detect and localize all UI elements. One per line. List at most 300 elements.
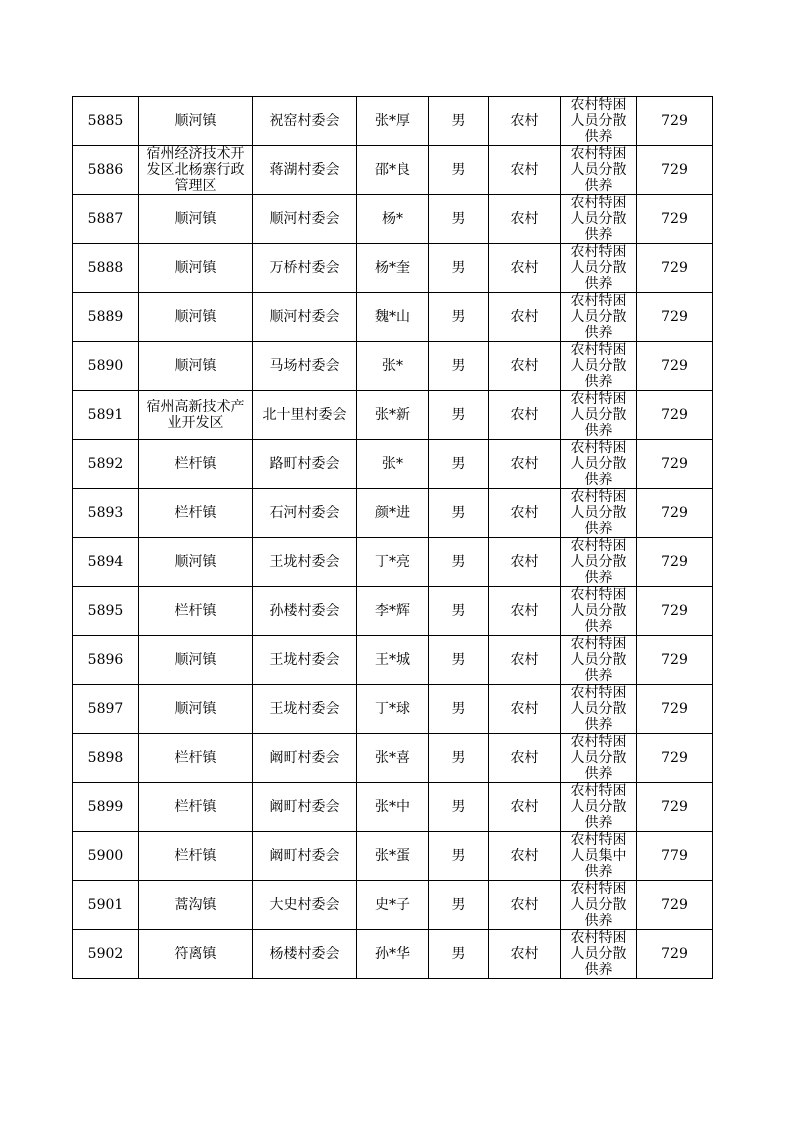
village-committee-cell (253, 636, 357, 685)
gender-cell (429, 685, 489, 734)
person-name-text: 张* (382, 456, 403, 472)
village-committee-cell (253, 342, 357, 391)
amount-cell (637, 881, 713, 930)
village-committee-text: 王垅村委会 (269, 701, 340, 717)
town-text: 蒿沟镇 (174, 897, 217, 913)
gender-text: 男 (451, 848, 466, 864)
table-row (73, 195, 713, 244)
record-id-cell (73, 293, 139, 342)
support-type-cell (561, 342, 637, 391)
village-committee-text: 王垅村委会 (269, 554, 340, 570)
table-row (73, 97, 713, 146)
gender-cell (429, 881, 489, 930)
residence-type-cell (489, 832, 561, 881)
person-name-cell (357, 636, 429, 685)
residence-type-text: 农村 (510, 750, 539, 766)
residence-type-cell (489, 146, 561, 195)
amount-cell (637, 930, 713, 979)
village-committee-text: 杨楼村委会 (269, 946, 340, 962)
amount-text: 729 (661, 946, 688, 962)
table-row (73, 930, 713, 979)
residence-type-cell (489, 685, 561, 734)
table-row (73, 881, 713, 930)
record-id-text: 5886 (87, 162, 124, 178)
village-committee-text: 马场村委会 (269, 358, 340, 374)
residence-type-cell (489, 293, 561, 342)
record-id-text: 5887 (87, 211, 124, 227)
town-cell (139, 832, 253, 881)
village-committee-cell (253, 783, 357, 832)
person-name-cell (357, 734, 429, 783)
gender-text: 男 (451, 946, 466, 962)
amount-text: 779 (661, 848, 688, 864)
amount-cell (637, 783, 713, 832)
village-committee-text: 阚町村委会 (269, 799, 340, 815)
person-name-text: 王*城 (375, 652, 410, 668)
village-committee-text: 大史村委会 (269, 897, 340, 913)
town-cell (139, 489, 253, 538)
record-id-cell (73, 636, 139, 685)
person-name-cell (357, 587, 429, 636)
person-name-cell (357, 440, 429, 489)
support-type-cell (561, 734, 637, 783)
person-name-cell (357, 97, 429, 146)
record-id-text: 5901 (87, 897, 124, 913)
gender-text: 男 (451, 407, 466, 423)
village-committee-text: 路町村委会 (269, 456, 340, 472)
amount-cell (637, 489, 713, 538)
residence-type-cell (489, 489, 561, 538)
village-committee-text: 阚町村委会 (269, 848, 340, 864)
amount-cell (637, 685, 713, 734)
person-name-cell (357, 832, 429, 881)
support-type-cell (561, 636, 637, 685)
village-committee-text: 王垅村委会 (269, 652, 340, 668)
support-type-cell (561, 930, 637, 979)
record-id-cell (73, 195, 139, 244)
support-type-text: 农村特困人员分散供养 (570, 930, 627, 978)
village-committee-cell (253, 195, 357, 244)
person-name-text: 孙*华 (375, 946, 410, 962)
record-id-text: 5885 (87, 113, 124, 129)
village-committee-text: 顺河村委会 (269, 211, 340, 227)
town-cell (139, 391, 253, 440)
record-id-cell (73, 881, 139, 930)
support-type-text: 农村特困人员分散供养 (570, 293, 627, 341)
person-name-cell (357, 195, 429, 244)
record-id-cell (73, 440, 139, 489)
amount-text: 729 (661, 162, 688, 178)
record-id-cell (73, 832, 139, 881)
person-name-cell (357, 538, 429, 587)
village-committee-text: 阚町村委会 (269, 750, 340, 766)
gender-cell (429, 587, 489, 636)
amount-text: 729 (661, 505, 688, 521)
person-name-text: 杨* (382, 211, 403, 227)
support-type-text: 农村特困人员分散供养 (570, 538, 627, 586)
town-cell (139, 244, 253, 293)
village-committee-text: 蒋湖村委会 (269, 162, 340, 178)
town-cell (139, 783, 253, 832)
support-type-cell (561, 489, 637, 538)
town-cell (139, 97, 253, 146)
residence-type-cell (489, 881, 561, 930)
table-row (73, 832, 713, 881)
support-type-text: 农村特困人员分散供养 (570, 783, 627, 831)
village-committee-text: 祝窑村委会 (269, 113, 340, 129)
gender-text: 男 (451, 750, 466, 766)
village-committee-cell (253, 685, 357, 734)
support-type-text: 农村特困人员分散供养 (570, 685, 627, 733)
residence-type-cell (489, 440, 561, 489)
town-text: 栏杆镇 (174, 505, 217, 521)
village-committee-cell (253, 930, 357, 979)
gender-cell (429, 391, 489, 440)
amount-cell (637, 538, 713, 587)
record-id-cell (73, 146, 139, 195)
residence-type-cell (489, 342, 561, 391)
person-name-cell (357, 930, 429, 979)
record-id-text: 5891 (87, 407, 124, 423)
residence-type-cell (489, 97, 561, 146)
residence-type-text: 农村 (510, 897, 539, 913)
town-cell (139, 342, 253, 391)
gender-text: 男 (451, 456, 466, 472)
assistance-roster-table (72, 96, 713, 979)
gender-text: 男 (451, 211, 466, 227)
gender-cell (429, 293, 489, 342)
amount-text: 729 (661, 799, 688, 815)
support-type-text: 农村特困人员分散供养 (570, 195, 627, 243)
person-name-text: 魏*山 (375, 309, 410, 325)
amount-text: 729 (661, 407, 688, 423)
table-row (73, 391, 713, 440)
record-id-cell (73, 538, 139, 587)
record-id-cell (73, 587, 139, 636)
town-cell (139, 538, 253, 587)
town-text: 顺河镇 (174, 701, 217, 717)
support-type-cell (561, 97, 637, 146)
gender-cell (429, 930, 489, 979)
town-text: 宿州高新技术产业开发区 (146, 399, 245, 431)
record-id-text: 5894 (87, 554, 124, 570)
support-type-text: 农村特困人员分散供养 (570, 391, 627, 439)
town-text: 顺河镇 (174, 358, 217, 374)
person-name-cell (357, 391, 429, 440)
gender-text: 男 (451, 897, 466, 913)
record-id-text: 5892 (87, 456, 124, 472)
town-text: 顺河镇 (174, 652, 217, 668)
support-type-text: 农村特困人员集中供养 (570, 832, 627, 880)
person-name-text: 丁*球 (375, 701, 410, 717)
support-type-cell (561, 685, 637, 734)
person-name-cell (357, 881, 429, 930)
support-type-cell (561, 293, 637, 342)
support-type-text: 农村特困人员分散供养 (570, 587, 627, 635)
amount-text: 729 (661, 603, 688, 619)
record-id-cell (73, 489, 139, 538)
person-name-text: 史*子 (375, 897, 410, 913)
village-committee-text: 万桥村委会 (269, 260, 340, 276)
support-type-cell (561, 832, 637, 881)
table-row (73, 587, 713, 636)
village-committee-text: 北十里村委会 (262, 407, 347, 423)
record-id-cell (73, 342, 139, 391)
record-id-cell (73, 685, 139, 734)
residence-type-text: 农村 (510, 456, 539, 472)
record-id-text: 5890 (87, 358, 124, 374)
record-id-text: 5902 (87, 946, 124, 962)
table-row (73, 440, 713, 489)
support-type-cell (561, 440, 637, 489)
residence-type-text: 农村 (510, 358, 539, 374)
support-type-cell (561, 881, 637, 930)
town-cell (139, 636, 253, 685)
village-committee-text: 孙楼村委会 (269, 603, 340, 619)
roster-body (73, 97, 713, 979)
village-committee-cell (253, 489, 357, 538)
gender-cell (429, 440, 489, 489)
amount-cell (637, 636, 713, 685)
support-type-cell (561, 195, 637, 244)
person-name-cell (357, 293, 429, 342)
town-cell (139, 146, 253, 195)
amount-text: 729 (661, 897, 688, 913)
town-cell (139, 685, 253, 734)
gender-text: 男 (451, 260, 466, 276)
gender-text: 男 (451, 358, 466, 374)
residence-type-text: 农村 (510, 162, 539, 178)
amount-text: 729 (661, 652, 688, 668)
table-row (73, 636, 713, 685)
person-name-cell (357, 342, 429, 391)
support-type-text: 农村特困人员分散供养 (570, 881, 627, 929)
amount-cell (637, 587, 713, 636)
support-type-text: 农村特困人员分散供养 (570, 440, 627, 488)
village-committee-cell (253, 440, 357, 489)
amount-cell (637, 244, 713, 293)
residence-type-text: 农村 (510, 603, 539, 619)
amount-cell (637, 440, 713, 489)
residence-type-cell (489, 538, 561, 587)
town-text: 顺河镇 (174, 113, 217, 129)
village-committee-cell (253, 293, 357, 342)
person-name-text: 张*喜 (375, 750, 410, 766)
village-committee-cell (253, 832, 357, 881)
residence-type-cell (489, 930, 561, 979)
residence-type-text: 农村 (510, 848, 539, 864)
amount-cell (637, 146, 713, 195)
residence-type-text: 农村 (510, 652, 539, 668)
record-id-cell (73, 783, 139, 832)
village-committee-cell (253, 881, 357, 930)
person-name-cell (357, 489, 429, 538)
support-type-cell (561, 538, 637, 587)
person-name-cell (357, 685, 429, 734)
person-name-text: 李*辉 (375, 603, 410, 619)
person-name-text: 丁*亮 (375, 554, 410, 570)
record-id-cell (73, 734, 139, 783)
support-type-cell (561, 391, 637, 440)
residence-type-text: 农村 (510, 554, 539, 570)
record-id-cell (73, 97, 139, 146)
town-text: 顺河镇 (174, 260, 217, 276)
village-committee-cell (253, 538, 357, 587)
residence-type-text: 农村 (510, 260, 539, 276)
support-type-text: 农村特困人员分散供养 (570, 636, 627, 684)
record-id-text: 5898 (87, 750, 124, 766)
amount-cell (637, 734, 713, 783)
record-id-text: 5888 (87, 260, 124, 276)
gender-cell (429, 195, 489, 244)
gender-text: 男 (451, 162, 466, 178)
residence-type-text: 农村 (510, 701, 539, 717)
support-type-cell (561, 244, 637, 293)
gender-cell (429, 489, 489, 538)
support-type-cell (561, 783, 637, 832)
residence-type-cell (489, 195, 561, 244)
town-text: 栏杆镇 (174, 848, 217, 864)
person-name-text: 张*厚 (375, 113, 410, 129)
village-committee-cell (253, 244, 357, 293)
record-id-text: 5893 (87, 505, 124, 521)
table-row (73, 342, 713, 391)
amount-text: 729 (661, 113, 688, 129)
town-text: 栏杆镇 (174, 456, 217, 472)
town-text: 栏杆镇 (174, 603, 217, 619)
amount-text: 729 (661, 260, 688, 276)
person-name-text: 张*中 (375, 799, 410, 815)
record-id-text: 5900 (87, 848, 124, 864)
person-name-text: 张*蛋 (375, 848, 410, 864)
amount-text: 729 (661, 554, 688, 570)
town-text: 顺河镇 (174, 211, 217, 227)
person-name-cell (357, 783, 429, 832)
residence-type-cell (489, 783, 561, 832)
town-cell (139, 734, 253, 783)
person-name-text: 邵*良 (375, 162, 410, 178)
amount-cell (637, 832, 713, 881)
town-text: 宿州经济技术开发区北杨寨行政管理区 (146, 146, 245, 194)
gender-text: 男 (451, 505, 466, 521)
table-row (73, 244, 713, 293)
gender-cell (429, 146, 489, 195)
residence-type-cell (489, 734, 561, 783)
amount-text: 729 (661, 309, 688, 325)
gender-cell (429, 832, 489, 881)
town-text: 顺河镇 (174, 309, 217, 325)
person-name-text: 张* (382, 358, 403, 374)
record-id-text: 5899 (87, 799, 124, 815)
table-row (73, 293, 713, 342)
support-type-text: 农村特困人员分散供养 (570, 97, 627, 145)
residence-type-cell (489, 636, 561, 685)
amount-text: 729 (661, 701, 688, 717)
amount-text: 729 (661, 358, 688, 374)
town-text: 栏杆镇 (174, 799, 217, 815)
gender-cell (429, 783, 489, 832)
town-cell (139, 440, 253, 489)
gender-cell (429, 538, 489, 587)
town-text: 符离镇 (174, 946, 217, 962)
amount-cell (637, 195, 713, 244)
record-id-text: 5897 (87, 701, 124, 717)
gender-text: 男 (451, 603, 466, 619)
amount-text: 729 (661, 211, 688, 227)
town-text: 顺河镇 (174, 554, 217, 570)
gender-text: 男 (451, 799, 466, 815)
gender-cell (429, 244, 489, 293)
person-name-text: 张*新 (375, 407, 410, 423)
record-id-cell (73, 930, 139, 979)
table-row (73, 783, 713, 832)
town-cell (139, 195, 253, 244)
amount-text: 729 (661, 750, 688, 766)
village-committee-cell (253, 146, 357, 195)
residence-type-text: 农村 (510, 407, 539, 423)
table-row (73, 685, 713, 734)
record-id-text: 5895 (87, 603, 124, 619)
gender-cell (429, 734, 489, 783)
person-name-cell (357, 146, 429, 195)
gender-cell (429, 97, 489, 146)
gender-text: 男 (451, 554, 466, 570)
town-cell (139, 881, 253, 930)
support-type-cell (561, 146, 637, 195)
support-type-text: 农村特困人员分散供养 (570, 146, 627, 194)
support-type-text: 农村特困人员分散供养 (570, 342, 627, 390)
amount-cell (637, 97, 713, 146)
table-row (73, 146, 713, 195)
support-type-cell (561, 587, 637, 636)
town-text: 栏杆镇 (174, 750, 217, 766)
record-id-text: 5889 (87, 309, 124, 325)
residence-type-cell (489, 587, 561, 636)
village-committee-text: 顺河村委会 (269, 309, 340, 325)
gender-text: 男 (451, 309, 466, 325)
amount-cell (637, 293, 713, 342)
residence-type-text: 农村 (510, 309, 539, 325)
person-name-text: 颜*进 (375, 505, 410, 521)
residence-type-cell (489, 244, 561, 293)
village-committee-cell (253, 587, 357, 636)
residence-type-text: 农村 (510, 113, 539, 129)
village-committee-cell (253, 97, 357, 146)
record-id-text: 5896 (87, 652, 124, 668)
amount-cell (637, 342, 713, 391)
person-name-cell (357, 244, 429, 293)
record-id-cell (73, 244, 139, 293)
village-committee-cell (253, 734, 357, 783)
gender-text: 男 (451, 701, 466, 717)
village-committee-text: 石河村委会 (269, 505, 340, 521)
support-type-text: 农村特困人员分散供养 (570, 489, 627, 537)
gender-text: 男 (451, 113, 466, 129)
support-type-text: 农村特困人员分散供养 (570, 734, 627, 782)
person-name-text: 杨*奎 (375, 260, 410, 276)
table-row (73, 538, 713, 587)
support-type-text: 农村特困人员分散供养 (570, 244, 627, 292)
record-id-cell (73, 391, 139, 440)
town-cell (139, 930, 253, 979)
residence-type-text: 农村 (510, 946, 539, 962)
amount-cell (637, 391, 713, 440)
residence-type-text: 农村 (510, 799, 539, 815)
town-cell (139, 587, 253, 636)
village-committee-cell (253, 391, 357, 440)
residence-type-text: 农村 (510, 211, 539, 227)
table-row (73, 734, 713, 783)
